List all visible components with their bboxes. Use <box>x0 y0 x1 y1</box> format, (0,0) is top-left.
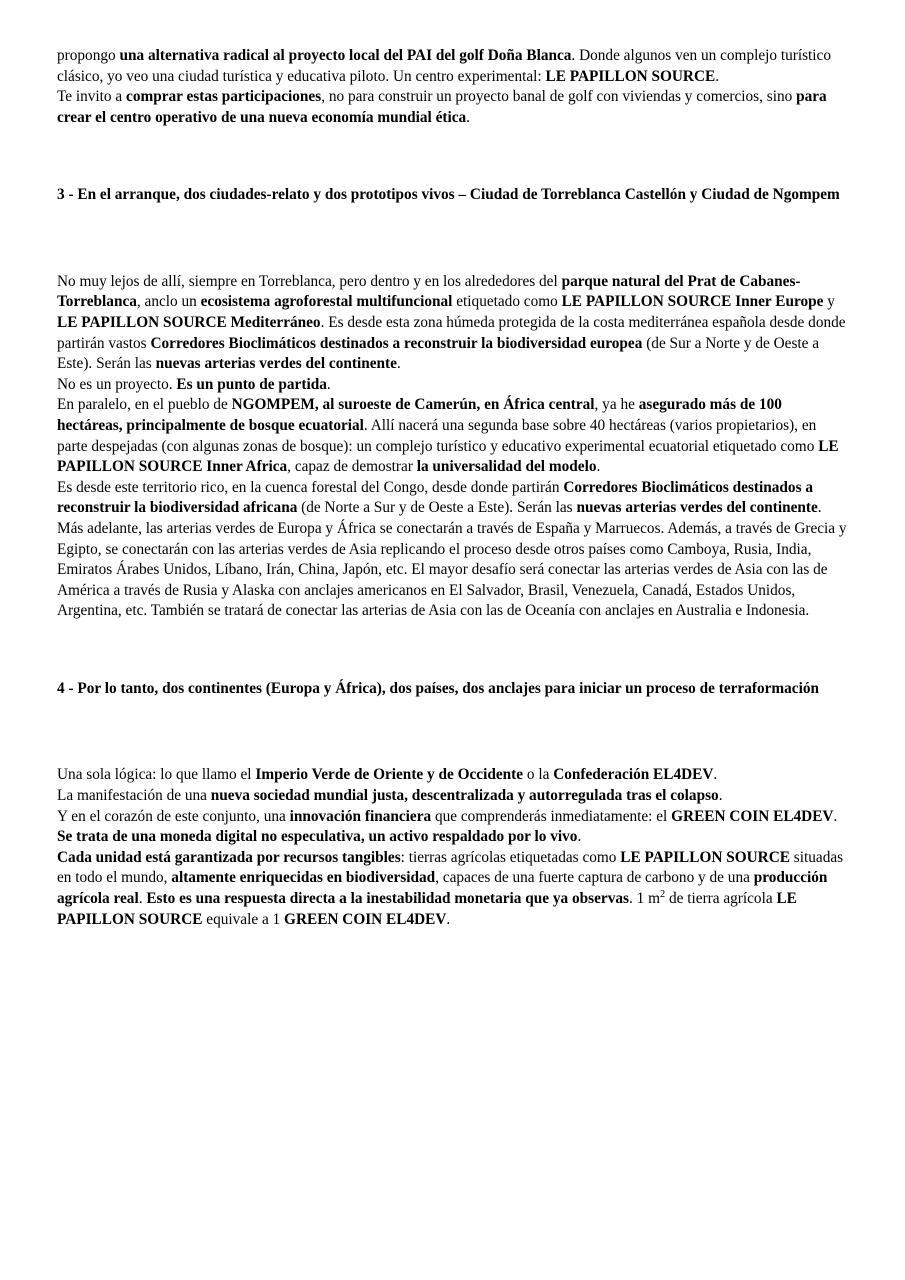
text-run: No es un proyecto. <box>57 375 177 393</box>
vertical-spacer <box>57 622 848 678</box>
text-run: que comprenderás inmediatamente: el <box>431 807 672 825</box>
text-run: . <box>715 67 720 85</box>
text-run: . <box>713 766 718 784</box>
text-run: situadas en todo el mundo, <box>57 848 844 887</box>
bold-text-run: LE PAPILLON SOURCE Inner Europe <box>561 293 824 311</box>
bold-text-run: ecosistema agroforestal multifuncional <box>200 293 453 311</box>
bold-text-run: LE PAPILLON SOURCE Mediterráneo <box>57 314 321 332</box>
text-run: . <box>396 355 401 373</box>
bold-text-run: Esto es una respuesta directa a la inestabilidad monetaria que ya observas <box>146 890 629 908</box>
text-run: Una sola lógica: lo que llamo el <box>57 766 256 784</box>
bold-text-run: para crear el centro operativo de una nueva economía mundial ética <box>57 88 827 126</box>
vertical-spacer <box>57 206 848 272</box>
bold-text-run: innovación financiera <box>289 807 432 825</box>
bold-text-run: GREEN COIN EL4DEV <box>671 807 834 825</box>
text-run: : tierras agrícolas etiquetadas como <box>400 848 621 866</box>
text-run: Y en el corazón de este conjunto, una <box>57 807 290 825</box>
text-run: (de Norte a Sur y de Oeste a Este). Serán las <box>297 499 577 517</box>
document-body <box>57 46 848 930</box>
body-paragraph <box>57 395 848 477</box>
text-run: . Es desde esta zona húmeda protegida de la costa mediterránea española desde donde partirán vastos <box>57 314 846 352</box>
text-run: . 1 m <box>628 890 660 908</box>
bold-text-run: Corredores Bioclimáticos destinados a reconstruir la biodiversidad africana <box>57 478 814 517</box>
text-run: , no para construir un proyecto banal de golf con viviendas y comercios, sino <box>321 88 797 106</box>
vertical-spacer <box>57 699 848 765</box>
text-run: . <box>577 828 582 846</box>
text-run: de tierra agrícola <box>665 890 777 908</box>
text-run: Es desde este territorio rico, en la cuenca forestal del Congo, desde donde partirán <box>57 478 564 496</box>
bold-text-run: 4 - Por lo tanto, dos continentes (Europa y África), dos países, dos anclajes para iniciar un proceso de terraformación <box>57 679 819 697</box>
bold-text-run: Es un punto de partida <box>176 375 327 393</box>
text-run: . <box>817 499 822 517</box>
text-run: , ya he <box>594 396 639 414</box>
text-run: Más adelante, las arterias verdes de Europa y África se conectarán a través de España y Marruecos. Además, a través de Grecia y Egipto, se conectarán con las arterias verdes de Asia replicando el proceso desde otros países como Camboya, Rusia, India, Emiratos Árabes Unidos, Líbano, Irán, China, Japón, etc. El mayor desafío será conectar las arterias verdes de Asia con las de América a través de Rusia y Alaska con anclajes americanos en El Salvador, Brasil, Venezuela, Canadá, Estados Unidos, Argentina, etc. También se tratará de conectar las arterias de Asia con las de Oceanía con anclajes en Australia e Indonesia. <box>57 520 847 620</box>
bold-text-run: LE PAPILLON SOURCE Inner Africa <box>57 437 839 476</box>
bold-text-run: 3 - En el arranque, dos ciudades-relato y dos prototipos vivos – Ciudad de Torreblanca Castellón y Ciudad de Ngompem <box>57 186 840 204</box>
text-run: En paralelo, en el pueblo de <box>57 396 232 414</box>
body-paragraph <box>57 87 848 128</box>
bold-text-run: parque natural del Prat de Cabanes-Torreblanca <box>57 272 801 311</box>
text-run: y <box>823 293 835 311</box>
bold-text-run: Confederación EL4DEV <box>553 766 714 784</box>
body-paragraph <box>57 848 848 930</box>
bold-text-run: la universalidad del modelo <box>416 458 597 476</box>
bold-text-run: LE PAPILLON SOURCE <box>57 890 797 928</box>
text-run: . <box>466 108 470 126</box>
bold-text-run: nueva sociedad mundial justa, descentralizada y autorregulada tras el colapso <box>210 787 719 805</box>
bold-text-run: Se trata de una moneda digital no especulativa, un activo respaldado por lo vivo <box>57 828 578 846</box>
bold-text-run: asegurado más de 100 hectáreas, principalmente de bosque ecuatorial <box>57 396 782 435</box>
bold-text-run: NGOMPEM, al suroeste de Camerún, en África central <box>231 396 595 414</box>
bold-text-run: altamente enriquecidas en biodiversidad <box>171 869 436 887</box>
text-run: . <box>833 807 838 825</box>
body-paragraph <box>57 765 848 786</box>
text-run: , capaz de demostrar <box>287 458 417 476</box>
text-run: , capaces de una fuerte captura de carbono y de una <box>435 869 754 887</box>
body-paragraph <box>57 786 848 807</box>
text-run: etiquetado como <box>452 293 562 311</box>
bold-text-run: LE PAPILLON SOURCE <box>620 848 790 866</box>
vertical-spacer <box>57 128 848 184</box>
text-run: . Allí nacerá una segunda base sobre 40 hectáreas (varios propietarios), en parte despejadas (con algunas zonas de bosque): un complejo turístico y educativo experimental ecuatorial etiquetado como <box>57 417 819 455</box>
body-paragraph <box>57 272 848 375</box>
bold-text-run: nuevas arterias verdes del continente <box>576 499 818 517</box>
text-run: equivale a 1 <box>202 910 285 928</box>
body-paragraph <box>57 807 848 828</box>
bold-text-run: nuevas arterias verdes del continente <box>155 355 397 373</box>
bold-text-run: GREEN COIN EL4DEV <box>284 910 447 928</box>
bold-text-run: Corredores Bioclimáticos destinados a reconstruir la biodiversidad europea <box>150 334 643 352</box>
body-paragraph <box>57 827 848 848</box>
superscript-text: 2 <box>659 888 666 900</box>
text-run: . <box>718 787 723 805</box>
body-paragraph <box>57 478 848 519</box>
text-run: propongo <box>57 47 120 64</box>
section-heading <box>57 678 848 700</box>
text-run: . Donde algunos ven un complejo turístico clásico, yo veo una ciudad turística y educativa piloto. Un centro experimental: <box>57 47 831 85</box>
text-run: (de Sur a Norte y de Oeste a Este). Serán las <box>57 334 820 373</box>
text-run: . <box>596 458 601 476</box>
body-paragraph <box>57 46 848 87</box>
bold-text-run: Imperio Verde de Oriente y de Occidente <box>255 766 524 784</box>
bold-text-run: LE PAPILLON SOURCE <box>545 67 716 85</box>
text-run: Te invito a <box>57 88 127 106</box>
text-run: o la <box>523 766 554 784</box>
body-paragraph <box>57 375 848 396</box>
text-run: , anclo un <box>136 293 201 311</box>
bold-text-run: comprar estas participaciones <box>126 88 322 106</box>
text-run: . <box>326 375 331 393</box>
bold-text-run: producción agrícola real <box>57 869 828 908</box>
body-paragraph <box>57 519 848 622</box>
text-run: . <box>138 890 147 908</box>
section-heading <box>57 184 848 206</box>
bold-text-run: una alternativa radical al proyecto local del PAI del golf Doña Blanca <box>119 47 572 64</box>
text-run: . <box>446 910 451 928</box>
text-run: La manifestación de una <box>57 787 211 805</box>
bold-text-run: Cada unidad está garantizada por recursos tangibles <box>57 848 401 866</box>
text-run: No muy lejos de allí, siempre en Torreblanca, pero dentro y en los alrededores del <box>57 272 562 290</box>
